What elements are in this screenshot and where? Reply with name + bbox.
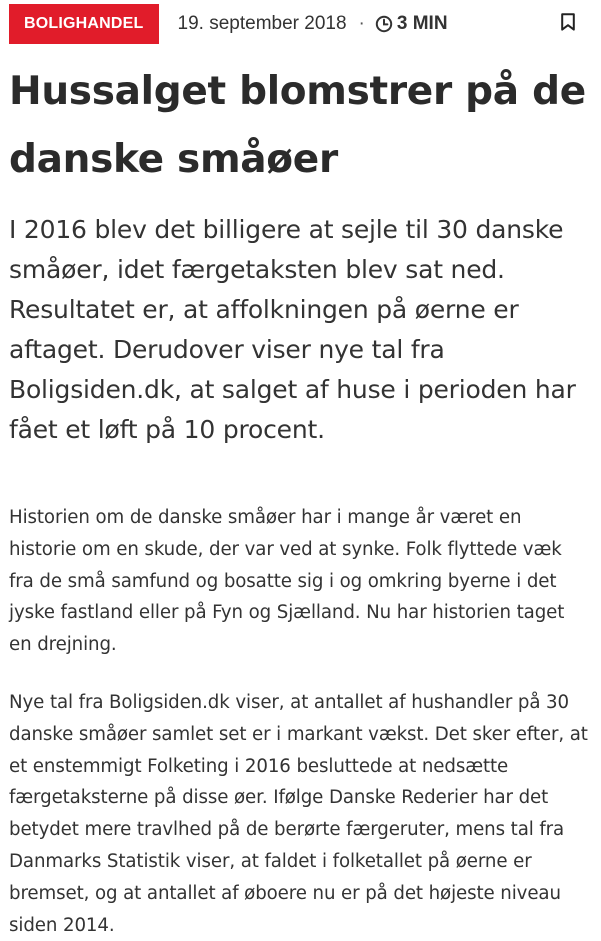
article-meta-bar (9, 0, 592, 48)
publish-date: 19. september 2018 (177, 13, 347, 34)
article-title: Hussalget blomstrer på de danske småøer (9, 69, 586, 182)
article-lead: I 2016 blev det billigere at sejle til 30 danske småøer, idet færgetaksten blev sat ned. Resultatet er, at affolkningen på øerne er aftaget. Derudover viser nye tal fra Boligsiden.dk, at salget af huse i perioden har fået et løft på 10 procent. (9, 215, 576, 444)
meta-separator: · (358, 13, 365, 34)
read-time (375, 13, 448, 35)
category-badge[interactable]: BOLIGHANDEL (9, 4, 159, 44)
bookmark-icon[interactable] (561, 13, 575, 31)
article-paragraph: Historien om de danske småøer har i mange år været en historie om en skude, der var ved at synke. Folk flyttede væk fra de små samfund og bosatte sig i og omkring byerne i det jyske fastland eller på Fyn og Sjælland. Nu har historien taget en drejning. (9, 507, 565, 656)
clock-icon (375, 15, 393, 33)
read-time-label: 3 MIN (396, 13, 448, 34)
article-paragraph: Nye tal fra Boligsiden.dk viser, at antallet af hushandler på 30 danske småøer samlet set er i markant vækst. Det sker efter, at et enstemmigt Folketing i 2016 besluttede at nedsætte færgetaksterne på disse øer. Ifølge Danske Rederier har det betydet mere travlhed på de berørte færgeruter, mens tal fra Danmarks Statistik viser, at faldet i folketallet på øerne er bremset, og at antallet af øboere nu er på det højeste niveau siden 2014. (9, 691, 588, 936)
